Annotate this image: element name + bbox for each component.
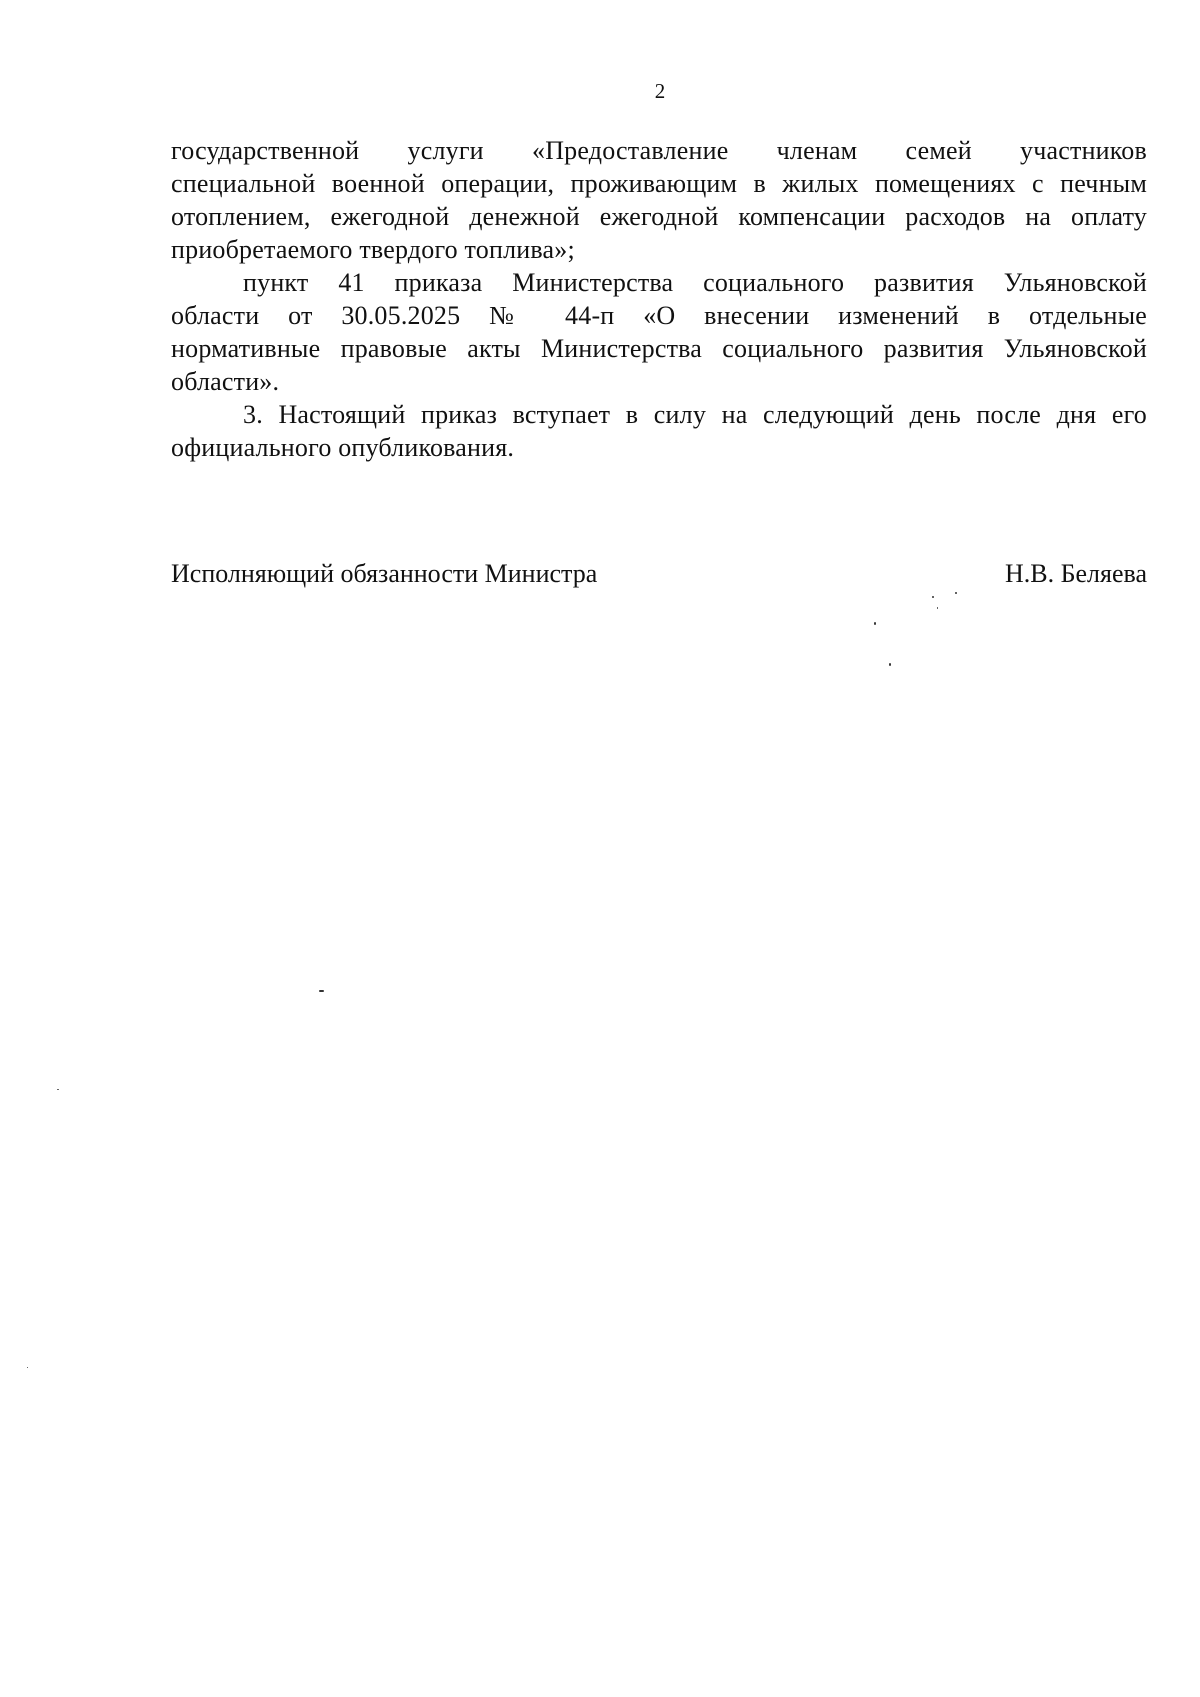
text-line: отоплением, ежегодной денежной ежегодной компенсации расходов на оплату — [171, 202, 1147, 231]
text-line: области от 30.05.2025 № 44-п «О внесении изменений в отдельные — [171, 301, 1147, 330]
text-line: приобретаемого твердого топлива»; — [171, 235, 575, 264]
paragraph-item-41 — [171, 266, 1147, 398]
text-line: 3. Настоящий приказ вступает в силу на следующий день после дня его — [243, 400, 1147, 429]
signatory-position: Исполняющий обязанности Министра — [171, 559, 598, 588]
paragraph-item-3 — [171, 398, 1147, 464]
text-line: государственной услуги «Предоставление членам семей участников — [171, 136, 1147, 165]
text-line: нормативные правовые акты Министерства социального развития Ульяновской — [171, 334, 1147, 363]
scan-speck — [937, 607, 938, 609]
paragraph-continuation — [171, 134, 1147, 266]
page-number: 2 — [654, 79, 666, 103]
scan-speck — [319, 990, 324, 992]
scan-speck — [57, 1089, 59, 1090]
signatory-name: Н.В. Беляева — [1004, 559, 1147, 588]
signature-block — [171, 557, 1147, 590]
document-body — [171, 134, 1147, 464]
text-line: пункт 41 приказа Министерства социального развития Ульяновской — [243, 268, 1147, 297]
scan-speck — [27, 1367, 28, 1368]
text-line: официального опубликования. — [171, 433, 515, 462]
scan-speck — [889, 663, 891, 666]
scan-speck — [874, 622, 876, 625]
text-line: области». — [171, 367, 280, 396]
text-line: специальной военной операции, проживающим в жилых помещениях с печным — [171, 169, 1147, 198]
scan-speck — [932, 596, 934, 598]
scan-speck — [955, 592, 957, 594]
